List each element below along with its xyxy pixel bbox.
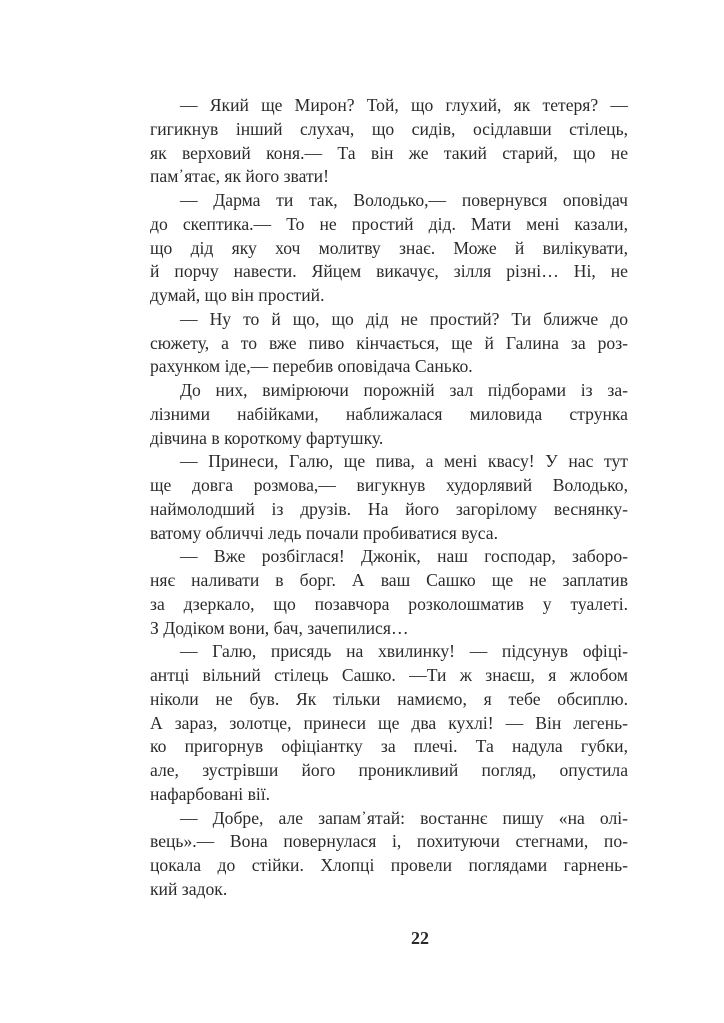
text-line: наймолодший із друзів. На його загорілому веснянку-	[150, 498, 628, 519]
text-line: — Вже розбіглася! Джонік, наш господар, заборо-	[180, 546, 628, 567]
text-line: за дзеркало, що позавчора розколошматив у туалеті.	[150, 593, 628, 614]
text-line: нафарбовані вії.	[150, 783, 271, 804]
page-number: 22	[411, 928, 429, 948]
text-line: До них, вимірюючи порожній зал підборами із за-	[180, 380, 628, 400]
text-line: цокала до стійки. Хлопці провели поглядами гарнень-	[150, 855, 628, 875]
text-line: вець».— Вона повернулася і, похитуючи стегнами, по-	[150, 831, 628, 852]
text-line: — Дарма ти так, Володько,— повернувся оповідач	[180, 190, 628, 210]
paragraph	[150, 308, 628, 379]
text-line: ніколи не був. Як тільки намиємо, я тебе обсиплю.	[150, 688, 628, 709]
paragraph	[150, 450, 628, 545]
text-line: — Добре, але запам᾿ятай: востаннє пишу «на олі-	[180, 807, 628, 828]
text-line: — Який ще Мирон? Той, що глухий, як тетеря? —	[180, 95, 628, 115]
text-line: лізними набійками, наближалася миловида струнка	[150, 403, 628, 424]
text-line: ватому обличчі ледь почали пробиватися вуса.	[150, 522, 498, 543]
paragraph	[150, 640, 628, 806]
text-line: рахунком іде,— перебив оповідача Санько.	[150, 356, 473, 377]
text-line: що дід яку хоч молитву знає. Може й вилікувати,	[150, 237, 628, 258]
text-line: кий задок.	[150, 878, 228, 899]
paragraph	[150, 545, 628, 640]
text-line: ко пригорнув офіціантку за плечі. Та надула губки,	[150, 736, 628, 757]
book-page-text	[150, 94, 628, 902]
text-line: дівчина в короткому фартушку.	[150, 427, 384, 448]
text-line: ще довга розмова,— вигукнув худорлявий Володько,	[150, 475, 628, 495]
text-line: пам᾿ятає, як його звати!	[150, 166, 329, 187]
text-line: як верховий коня.— Та він же такий старий, що не	[150, 142, 628, 163]
text-line: але, зустрівши його проникливий погляд, опустила	[150, 760, 628, 780]
text-line: — Ну то й що, що дід не простий? Ти ближче до	[180, 308, 628, 329]
text-line: А зараз, золотце, принеси ще два кухлі! — Він легень-	[150, 712, 628, 733]
paragraph	[150, 94, 628, 189]
text-line: — Принеси, Галю, ще пива, а мені квасу! У нас тут	[180, 451, 628, 472]
text-line: думай, що він простий.	[150, 285, 325, 305]
text-line: гигикнув інший слухач, що сидів, осідлавши стілець,	[150, 118, 628, 139]
paragraph	[150, 807, 628, 902]
text-line: сюжету, а то вже пиво кінчається, ще й Галина за роз-	[150, 332, 628, 353]
text-line: антці вільний стілець Сашко. —Ти ж знаєш, я жлобом	[150, 665, 628, 685]
paragraph	[150, 189, 628, 308]
text-line: няє наливати в борг. А ваш Сашко ще не заплатив	[150, 570, 628, 590]
text-line: — Галю, присядь на хвилинку! — підсунув офіці-	[180, 641, 628, 662]
paragraph	[150, 379, 628, 450]
text-line: й порчу навести. Яйцем викачує, зілля різні… Ні, не	[150, 261, 628, 282]
text-line: З Додіком вони, бач, зачепилися…	[150, 617, 409, 638]
text-line: до скептика.— То не простий дід. Мати мені казали,	[150, 213, 628, 234]
